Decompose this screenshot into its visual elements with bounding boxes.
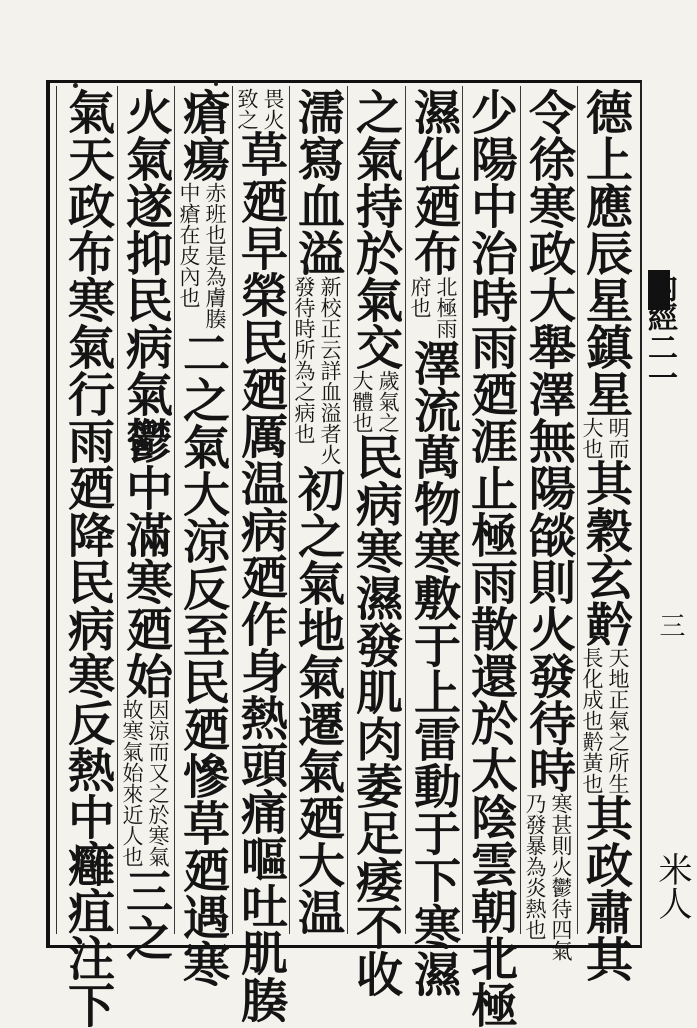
commentary-line: 中瘡在皮內也 (177, 182, 201, 308)
column-divider (462, 86, 463, 934)
main-text: 氣天政布寒氣行雨廼降民病寒反熱中癰疽注下 (60, 88, 115, 1028)
page-number: 三 (655, 612, 685, 638)
commentary-note (177, 182, 227, 329)
commentary-line: 致之 (235, 88, 259, 130)
main-text: 德上應辰星鎮星 (578, 88, 633, 417)
commentary-note (580, 417, 630, 459)
text-column-9 (118, 88, 173, 961)
column-divider (520, 86, 521, 934)
main-text: 草廼早榮民廼厲温病廼作身熱頭痛嘔吐肌腠 (233, 130, 288, 1023)
main-text: 火氣遂抑民病氣鬱中滿寒廼始 (118, 88, 173, 699)
commentary-line: 大也 (580, 417, 604, 459)
text-column-6 (290, 88, 345, 935)
commentary-line: 府也 (408, 276, 432, 318)
commentary-line: 故寒氣始來近人也 (120, 699, 144, 867)
text-column-8 (175, 88, 230, 987)
commentary-line: 畏火 (261, 88, 285, 130)
main-text: 二之氣大涼反至民廼慘草廼遇寒 (175, 329, 230, 987)
commentary-line: 因涼而又之於寒氣 (146, 699, 170, 867)
commentary-note (580, 647, 630, 794)
main-text: 民病寒濕發肌肉萎足痿不收 (348, 433, 403, 997)
commentary-line: 乃發暴為炎熱也 (523, 793, 547, 940)
main-text: 之氣持於氣交 (348, 88, 403, 370)
main-text: 瘡瘍 (175, 88, 230, 182)
main-text: 少陽中治時雨廼涯止極雨散還於太陰雲朝北極 (463, 88, 518, 1028)
main-text: 澤流萬物寒敷于上雷動于下寒濕 (406, 339, 461, 997)
column-divider (117, 86, 118, 934)
main-text: 濕化廼布 (406, 88, 461, 276)
header-label: 内經二一 (642, 272, 677, 392)
text-column-4 (406, 88, 461, 997)
main-text: 其穀玄黅 (578, 459, 633, 647)
column-divider (405, 86, 406, 934)
text-column-3 (463, 88, 518, 1028)
commentary-note (292, 276, 342, 465)
text-column-2 (521, 88, 576, 961)
commentary-line: 大體也 (350, 370, 374, 433)
commentary-line: 發待時所為之病也 (292, 276, 316, 444)
column-divider (347, 86, 348, 934)
commentary-line: 寒甚則火鬱待四氣 (549, 793, 573, 961)
main-text: 其政肅其 (578, 794, 633, 982)
commentary-note (350, 370, 400, 433)
column-divider (174, 86, 175, 934)
main-text: 濡寫血溢 (290, 88, 345, 276)
commentary-line: 新校正云詳血溢者火 (318, 276, 342, 465)
commentary-line: 北極雨 (434, 276, 458, 339)
main-text: 三之 (118, 867, 173, 961)
text-column-7 (233, 88, 288, 1023)
commentary-line: 長化成也黅黃也 (580, 647, 604, 794)
ink-speck (73, 83, 78, 88)
column-divider (577, 86, 578, 934)
text-column-1 (578, 88, 633, 982)
column-divider (232, 86, 233, 934)
commentary-line: 天地正氣之所生 (606, 647, 630, 794)
text-column-10 (60, 88, 115, 1028)
commentary-note (408, 276, 458, 339)
commentary-note (523, 793, 573, 961)
column-divider (289, 86, 290, 934)
commentary-line: 明而 (606, 417, 630, 459)
ink-speck (214, 82, 218, 86)
main-text: 初之氣地氣遷氣廼大温 (290, 465, 345, 935)
main-text: 令徐寒政大舉澤無陽燄則火發待時 (521, 88, 576, 793)
commentary-line: 歲氣之 (376, 370, 400, 433)
commentary-note (235, 88, 285, 130)
text-column-5 (348, 88, 403, 997)
corner-mark: 米人 (652, 852, 692, 920)
commentary-note (120, 699, 170, 867)
commentary-line: 赤班也是為膚腠 (203, 182, 227, 329)
